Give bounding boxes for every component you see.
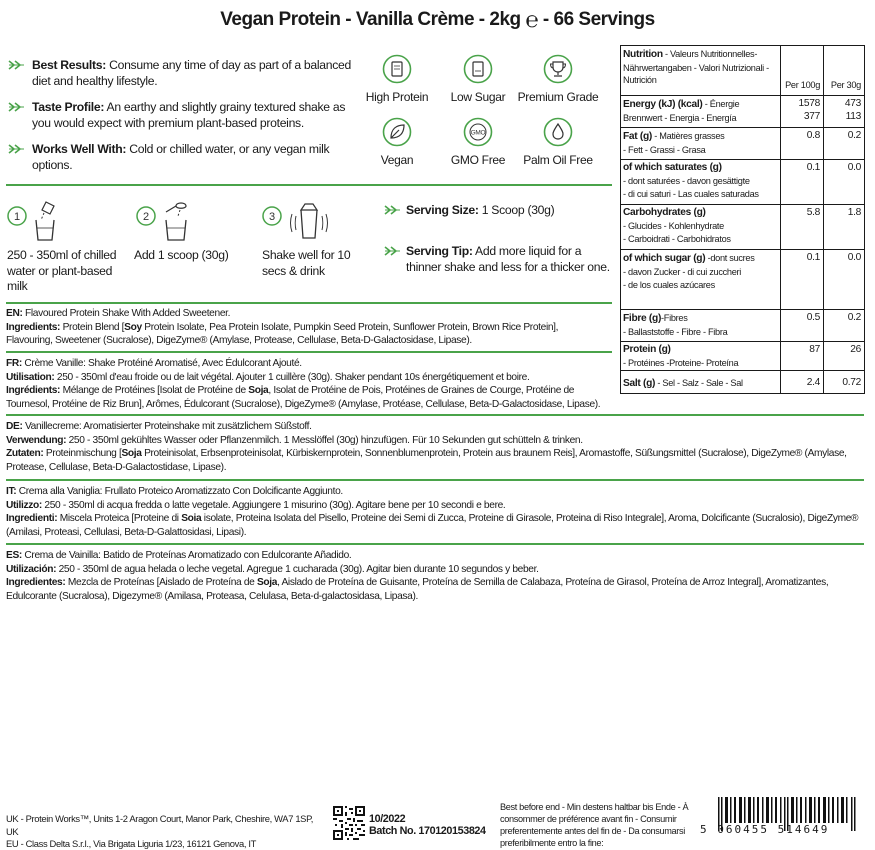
- nutrition-row-energy: Energy (kJ) (kcal) - Énergie Brennwert - Energia - Energía 1578 377 473 113: [621, 96, 864, 128]
- benefit-label: Best Results:: [32, 58, 106, 72]
- barcode-digits: 5 060455 514649: [700, 823, 830, 836]
- badge-gmo-free: GMO GMO Free: [430, 117, 526, 167]
- lang-section-it: IT: Crema alla Vaniglia: Frullato Proteico Aromatizzato Con Dolcificante Aggiunto. Utilizzo: 250 - 350ml di acqua fredda o latte vegetale. Aggiungere 1 misurino (30g). Agitare bene per 10 secondi e bere. Ingredienti: Miscela Proteica [Proteine di Soia isolate, Proteina Isolata del Pisello, Proteine dei Semi di Zucca, Proteine di Girasole, Proteina di Riso Integrale], Aroma, Dolcificante (Sucralosio), DigeZyme® (Amilasi, Proteasi, Cellulasi, Beta-D-Galattosidasi, Lipasi).: [6, 486, 859, 538]
- section-divider: [6, 302, 612, 304]
- double-chevron-icon: [384, 204, 402, 216]
- section-divider: [6, 479, 864, 481]
- double-chevron-icon: [8, 59, 26, 71]
- lang-section-en: EN: Flavoured Protein Shake With Added Sweetener. Ingredients: Protein Blend [Soy Protein Isolate, Pea Protein Isolate, Pumpkin Seed Protein, Sunflower Protein, Brown Rice Protein], Flavouring, Sweetener (Sucralose), DigeZyme® (Amylase, Protease, Cellulase, Beta-D-Galactosidase, Lipase).: [6, 308, 559, 346]
- benefit-label: Works Well With:: [32, 142, 127, 156]
- benefit-taste-profile: [8, 100, 353, 131]
- product-title: [0, 9, 875, 31]
- svg-text:2: 2: [142, 211, 150, 223]
- batch-info: 10/2022 Batch No. 170120153824: [369, 813, 486, 837]
- step-2-text: Add 1 scoop (30g): [134, 248, 229, 262]
- section-divider: [6, 414, 864, 416]
- pour-liquid-icon: [32, 200, 58, 242]
- gmo-free-icon: [463, 117, 493, 147]
- scoop-icon: [160, 200, 194, 242]
- double-chevron-icon: [8, 143, 26, 155]
- section-divider: [6, 184, 612, 186]
- nutrition-row-carbohydrates: Carbohydrates (g) - Glucides - Kohlenhydrate - Carboidrati - Carbohidratos 5.8 1.8: [621, 205, 864, 250]
- serving-tip: Serving Tip: Add more liquid for a thinner shake and less for a thicker one.: [384, 244, 614, 275]
- serving-size: Serving Size: 1 Scoop (30g): [384, 203, 614, 219]
- benefit-best-results: [8, 58, 353, 89]
- step-3-text: Shake well for 10 secs & drink: [262, 248, 351, 278]
- nutrition-row-protein: Protein (g) - Protéines -Proteine- Proteína 87 26: [621, 342, 864, 371]
- svg-text:GMO: GMO: [470, 129, 486, 137]
- lang-section-es: ES: Crema de Vainilla: Batido de Proteínas Aromatizado con Edulcorante Añadido. Utilización: 250 - 350ml de agua helada o leche vegetal. Agregue 1 cucharada (30g). Agitar bien durante 10 segundos y beber. Ingredientes: Mezcla de Proteínas [Aislado de Proteína de Soja, Aislado de Proteína de Guisante, Proteína de Semilla de Calabaza, Proteína de Girasol, Proteína de Arroz Integral], Aromatizantes, Edulcorante (Sucralosa), Digezyme® (Amilasa, Proteasa, Celulasa, Beta-d-galactosidasa, Lipasa).: [6, 550, 829, 602]
- section-divider: [6, 351, 612, 353]
- badge-premium-grade: Premium Grade: [510, 54, 606, 104]
- svg-text:3: 3: [268, 211, 276, 223]
- company-address: UK - Protein Works™, Units 1-2 Aragon Court, Manor Park, Cheshire, WA7 1SP, UK EU - Class Delta S.r.l., Via Brigata Liguria 1/23, 16121 Genova, IT: [6, 813, 314, 849]
- title-servings: - 66 Servings: [542, 9, 655, 30]
- step-1-number-icon: [7, 206, 27, 226]
- shaker-icon: [287, 198, 331, 244]
- badge-low-sugar: Low Sugar: [430, 54, 526, 104]
- benefit-label: Taste Profile:: [32, 100, 105, 114]
- nutrition-header-row: Nutrition - Valeurs Nutritionnelles- Nährwertangaben - Valori Nutrizionali - Nutrición Per 100g Per 30g: [621, 46, 864, 96]
- badge-palm-oil-free: Palm Oil Free: [510, 117, 606, 167]
- badge-high-protein: High Protein: [349, 54, 445, 104]
- lang-section-de: DE: Vanillecreme: Aromatisierter Proteinshake mit zusätzlichem Süßstoff. Verwendung: 250 - 350ml gekühltes Wasser oder Pflanzenmilch. 1 Messlöffel (30g) hinzufügen. Für 10 Sekunden gut schütteln & trinken. Zutaten: Proteinmischung [Soja Proteinisolat, Erbsenproteinisolat, Kürbiskernprotein, Sonnenblumenprotein, Protein aus braunem Reis], Aromastoffe, Süßungsmittel (Sucralose), DigeZyme® (Amylase, Protease, Cellulase, Beta-D-Galactostidase, Lipase).: [6, 421, 847, 473]
- vegan-leaf-icon: [382, 117, 412, 147]
- section-divider: [6, 543, 864, 545]
- double-chevron-icon: [8, 101, 26, 113]
- double-chevron-icon: [384, 245, 402, 257]
- nutrition-row-saturates: of which saturates (g) - dont saturées - davon gesättigte - di cui saturi - Las cuales saturadas 0.1 0.0: [621, 160, 864, 205]
- premium-grade-trophy-icon: [543, 54, 573, 84]
- svg-text:1: 1: [13, 211, 21, 223]
- nutrition-row-sugar: of which sugar (g) -dont sucres - davon Zucker - di cui zuccheri - de los cuales azúcares 0.1 0.0: [621, 250, 864, 310]
- best-before-text: Best before end - Min destens haltbar bis Ende - À consommer de préférence avant fin - Consumir preferentemente antes del fin de - Da consumarsi preferibilmente entro la fine:: [500, 802, 689, 848]
- qr-code-icon: [333, 806, 365, 840]
- nutrition-row-fibre: Fibre (g)-Fibres - Ballaststoffe - Fibre - Fibra 0.5 0.2: [621, 310, 864, 342]
- nutrition-row-fat: Fat (g) - Matières grasses - Fett - Grassi - Grasa 0.8 0.2: [621, 128, 864, 160]
- benefit-text: Consume any time of day as part of a balanced diet and healthy lifestyle.: [32, 58, 352, 88]
- step-2-number-icon: [136, 206, 156, 226]
- nutrition-table: [620, 45, 865, 394]
- low-sugar-icon: [463, 54, 493, 84]
- nutrition-row-salt: Salt (g) - Sel - Salz - Sale - Sal 2.4 0.72: [623, 377, 861, 389]
- benefit-text: Cold or chilled water, or any vegan milk options.: [32, 142, 330, 172]
- estimated-sign: ℮: [525, 7, 539, 32]
- step-1-text: 250 - 350ml of chilled water or plant-based milk: [7, 248, 117, 293]
- step-3-number-icon: [262, 206, 282, 226]
- high-protein-icon: [382, 54, 412, 84]
- badge-vegan: Vegan: [349, 117, 445, 167]
- benefit-works-well-with: [8, 142, 353, 173]
- title-main: Vegan Protein - Vanilla Crème - 2kg: [220, 9, 521, 30]
- palm-oil-free-drop-icon: [543, 117, 573, 147]
- lang-section-fr: FR: Crème Vanille: Shake Protéiné Aromatisé, Avec Édulcorant Ajouté. Utilisation: 250 - 350ml d'eau froide ou de lait végétal. Ajouter 1 cuillère (30g). Shaker pendant 10s énergétiquement et boire. Ingrédients: Mélange de Protéines [Isolat de Protéine de Soja, Isolat de Protéine de Pois, Protéines de Graines de Courge, Protéine de Tournesol, Protéine de Riz Brun], Arômes, Édulcorant (Sucralose), DigeZyme® (Amylase, Protéase, Cellulase, Beta-D-Galactosidase, Lipase).: [6, 358, 601, 410]
- benefit-text: An earthy and slightly grainy textured shake as you would expect with premium plant-based proteins.: [32, 100, 346, 130]
